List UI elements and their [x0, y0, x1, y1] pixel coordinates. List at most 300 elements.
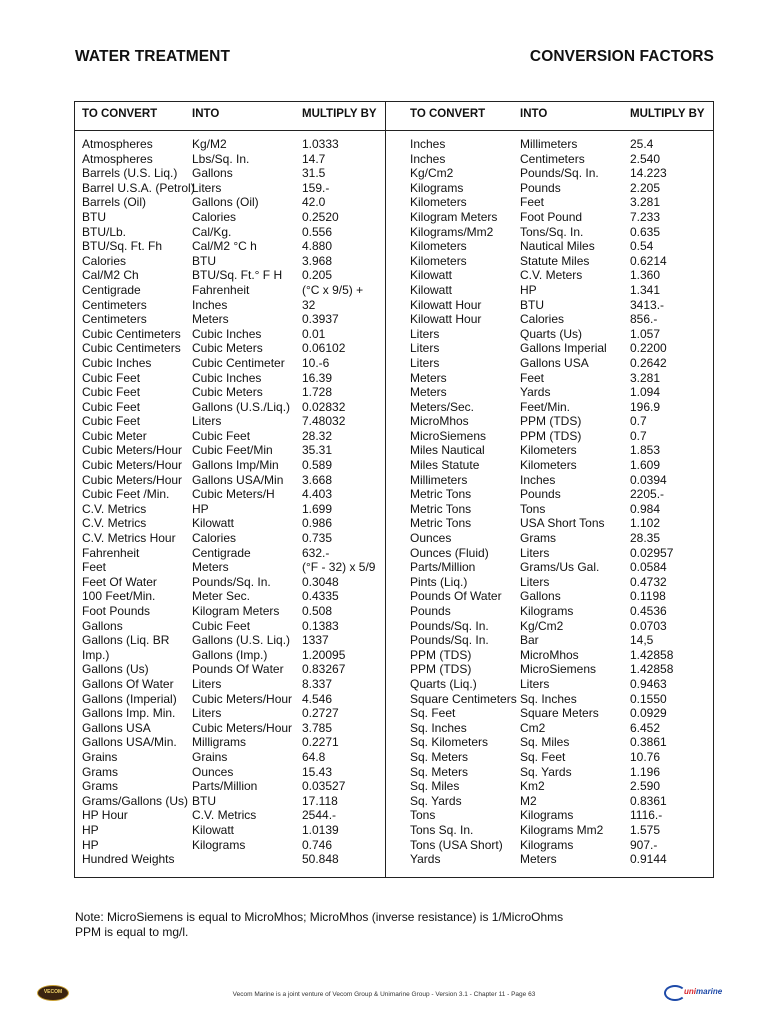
cell-to-convert: Inches [410, 137, 446, 151]
page-title: WATER TREATMENT [75, 48, 231, 65]
cell-into: Cubic Meters [192, 385, 263, 400]
cell-into: Meters [192, 312, 229, 327]
cell-into: Gallons USA [520, 355, 589, 370]
cell-to-convert: Grams/Gallons (Us) [82, 793, 189, 808]
col-header-to-convert: TO CONVERT [82, 108, 158, 120]
cell-to-convert: Foot Pounds [82, 604, 151, 618]
cell-into: Kilograms Mm2 [520, 822, 604, 837]
cell-to-convert: Cubic Meters/Hour [82, 472, 183, 487]
cell-to-convert: Sq. Kilometers [410, 735, 489, 750]
cell-multiply-by: 0.4732 [630, 574, 667, 589]
cell-into: Cubic Meters/H [192, 487, 275, 502]
cell-multiply-by: 1.575 [630, 822, 661, 837]
cell-multiply-by: 0.2200 [630, 341, 667, 356]
cell-into: Liters [520, 574, 550, 589]
cell-into: Kilometers [520, 458, 577, 473]
swoosh-icon [664, 985, 686, 1001]
cell-into: Pounds/Sq. In. [520, 166, 599, 181]
cell-multiply-by: 0.8361 [630, 793, 667, 808]
cell-multiply-by: 10.76 [630, 749, 661, 764]
cell-into: Gallons [520, 589, 561, 604]
cell-into: USA Short Tons [520, 516, 605, 531]
cell-into: M2 [520, 793, 537, 808]
cell-into: Kilograms [192, 837, 246, 852]
cell-to-convert: Barrels (U.S. Liq.) [82, 166, 178, 181]
column-divider [385, 102, 386, 877]
cell-into: Tons [520, 501, 546, 516]
cell-to-convert: Feet Of Water [82, 574, 157, 589]
cell-multiply-by: 50.848 [302, 852, 339, 867]
cell-to-convert: Grams [82, 779, 118, 794]
cell-into: Cubic Meters/Hour [192, 720, 293, 735]
cell-multiply-by: 0.4536 [630, 604, 667, 618]
cell-into: Cubic Meters [192, 341, 263, 356]
cell-to-convert: MicroMhos [410, 414, 469, 429]
cell-to-convert: Cubic Centimeters [82, 341, 181, 356]
cell-to-convert: Tons Sq. In. [410, 822, 474, 837]
cell-multiply-by: 0.02957 [630, 545, 674, 560]
cell-to-convert: Metric Tons [410, 516, 472, 531]
cell-multiply-by: 1.341 [630, 282, 661, 297]
cell-multiply-by: 0.0394 [630, 472, 667, 487]
cell-into: Kilowatt [192, 822, 235, 837]
cell-to-convert: Parts/Million [410, 560, 476, 575]
cell-multiply-by: 1.094 [630, 385, 661, 400]
cell-multiply-by: 14,5 [630, 633, 654, 648]
cell-multiply-by: 1.102 [630, 516, 661, 531]
cell-multiply-by: 3413.- [630, 297, 665, 312]
cell-into: Pounds [520, 180, 561, 195]
cell-to-convert: C.V. Metrics [82, 501, 147, 516]
cell-multiply-by: 1.853 [630, 443, 661, 458]
cell-into: Gallons (U.S. Liq.) [192, 633, 291, 648]
cell-into: Meters [520, 852, 557, 867]
cell-to-convert: Kilometers [410, 239, 467, 254]
cell-to-convert: Barrel U.S.A. (Petrol) [82, 180, 195, 195]
cell-into: Kg/Cm2 [520, 618, 564, 633]
cell-into: Gallons Imperial [520, 341, 607, 356]
cell-to-convert: Sq. Feet [410, 706, 456, 721]
cell-into: Calories [192, 531, 237, 546]
cell-to-convert: Cubic Feet [82, 414, 141, 429]
cell-into: Grams/Us Gal. [520, 560, 600, 575]
cell-into: Inches [520, 472, 556, 487]
cell-into: Nautical Miles [520, 239, 595, 254]
cell-to-convert: Meters [410, 385, 447, 400]
cell-into: HP [520, 282, 537, 297]
cell-into: C.V. Meters [520, 268, 583, 283]
cell-to-convert: Gallons Imp. Min. [82, 706, 176, 721]
cell-multiply-by: 7.233 [630, 209, 661, 224]
cell-multiply-by: 0.508 [302, 604, 333, 618]
cell-to-convert: Gallons [82, 618, 123, 633]
cell-into: Gallons (U.S./Liq.) [192, 399, 291, 414]
cell-multiply-by: 0.556 [302, 224, 333, 239]
cell-to-convert: BTU/Lb. [82, 224, 127, 239]
cell-to-convert: Sq. Yards [410, 793, 462, 808]
cell-to-convert: Meters/Sec. [410, 399, 475, 414]
cell-multiply-by: 1.0139 [302, 822, 339, 837]
cell-multiply-by: 1116.- [630, 808, 663, 823]
cell-to-convert: Inches [410, 151, 446, 166]
cell-multiply-by: 159.- [302, 180, 330, 195]
cell-multiply-by: 1.057 [630, 326, 661, 341]
cell-multiply-by: 28.32 [302, 428, 333, 443]
cell-to-convert: C.V. Metrics Hour [82, 531, 176, 546]
cell-into: Cubic Inches [192, 326, 262, 341]
cell-into: BTU [192, 793, 216, 808]
cell-into: Gallons Imp/Min [192, 458, 279, 473]
cell-into: Cm2 [520, 720, 546, 735]
cell-multiply-by: 0.83267 [302, 662, 346, 677]
cell-multiply-by: 28.35 [630, 531, 661, 546]
cell-multiply-by: 35.31 [302, 443, 333, 458]
cell-into: Kilograms [520, 604, 574, 618]
cell-to-convert: Metric Tons [410, 501, 472, 516]
cell-to-convert: Kilograms/Mm2 [410, 224, 494, 239]
cell-to-convert: Kilowatt [410, 282, 453, 297]
cell-multiply-by: 1.196 [630, 764, 661, 779]
cell-multiply-by: 2205.- [630, 487, 665, 502]
cell-to-convert: Pounds [410, 604, 451, 618]
cell-into: Milligrams [192, 735, 246, 750]
cell-multiply-by: 0.1198 [630, 589, 666, 604]
cell-into: Feet [520, 370, 545, 385]
cell-to-convert: Gallons Of Water [82, 676, 174, 691]
cell-multiply-by: 2544.- [302, 808, 337, 823]
cell-into: Pounds [520, 487, 561, 502]
cell-to-convert: C.V. Metrics [82, 516, 147, 531]
cell-into: Sq. Yards [520, 764, 572, 779]
header-divider [75, 130, 713, 131]
section-title: CONVERSION FACTORS [529, 48, 714, 65]
cell-multiply-by: 0.589 [302, 458, 333, 473]
cell-multiply-by: 0.986 [302, 516, 333, 531]
cell-to-convert: Miles Statute [410, 458, 480, 473]
unimarine-wordmark: unimarine [684, 987, 723, 996]
cell-to-convert: Kilowatt [410, 268, 453, 283]
cell-into: PPM (TDS) [520, 428, 582, 443]
cell-into: Sq. Feet [520, 749, 566, 764]
cell-multiply-by: 32 [302, 297, 316, 312]
col-header-into: INTO [520, 108, 548, 120]
cell-into: Gallons (Oil) [192, 195, 259, 210]
cell-to-convert: Centimeters [82, 312, 147, 327]
cell-multiply-by: 14.7 [302, 151, 326, 166]
cell-multiply-by: 0.1550 [630, 691, 667, 706]
cell-multiply-by: 0.635 [630, 224, 661, 239]
cell-into: Cubic Inches [192, 370, 262, 385]
cell-into: Km2 [520, 779, 545, 794]
cell-into: Kilograms [520, 808, 574, 823]
cell-multiply-by: 0.01 [302, 326, 326, 341]
cell-multiply-by: 3.281 [630, 370, 661, 385]
col-header-to-convert: TO CONVERT [410, 108, 486, 120]
cell-into: Tons/Sq. In. [520, 224, 584, 239]
cell-multiply-by: 0.1383 [302, 618, 339, 633]
cell-multiply-by: 1.728 [302, 385, 333, 400]
col-header-multiply-by: MULTIPLY BY [302, 108, 377, 120]
cell-into: Kilogram Meters [192, 604, 280, 618]
cell-to-convert: Atmospheres [82, 151, 153, 166]
cell-to-convert: 100 Feet/Min. [82, 589, 156, 604]
cell-into: MicroMhos [520, 647, 579, 662]
cell-into: Pounds/Sq. In. [192, 574, 271, 589]
cell-multiply-by: 0.3048 [302, 574, 339, 589]
cell-multiply-by: 42.0 [302, 195, 326, 210]
cell-multiply-by: 196.9 [630, 399, 661, 414]
col-header-multiply-by: MULTIPLY BY [630, 108, 705, 120]
cell-into: Liters [520, 676, 550, 691]
cell-multiply-by: 0.746 [302, 837, 333, 852]
cell-multiply-by: 0.735 [302, 531, 333, 546]
cell-multiply-by: 0.0703 [630, 618, 667, 633]
cell-to-convert: Cubic Meters/Hour [82, 458, 183, 473]
footnote [75, 910, 563, 940]
cell-multiply-by: 0.2727 [302, 706, 339, 721]
col-header-into: INTO [192, 108, 220, 120]
cell-to-convert: Sq. Meters [410, 764, 469, 779]
cell-into: Parts/Million [192, 779, 258, 794]
cell-into: Gallons (Imp.) [192, 647, 268, 662]
cell-to-convert: Grains [82, 749, 118, 764]
cell-multiply-by: 3.668 [302, 472, 333, 487]
cell-into: Kilograms [520, 837, 574, 852]
cell-multiply-by: 1.360 [630, 268, 661, 283]
cell-to-convert: Kilometers [410, 253, 467, 268]
cell-multiply-by: 25.4 [630, 137, 654, 151]
cell-multiply-by: 2.205 [630, 180, 661, 195]
cell-multiply-by: 3.281 [630, 195, 661, 210]
cell-to-convert: Ounces [410, 531, 452, 546]
cell-to-convert: Kg/Cm2 [410, 166, 454, 181]
cell-multiply-by: 0.03527 [302, 779, 346, 794]
cell-to-convert: Cubic Centimeters [82, 326, 181, 341]
cell-into: Centimeters [520, 151, 585, 166]
cell-to-convert: Fahrenheit [82, 545, 140, 560]
cell-into: Cubic Feet [192, 618, 251, 633]
cell-into: Cubic Feet/Min [192, 443, 273, 458]
cell-to-convert: Hundred Weights [82, 852, 175, 867]
cell-into: Cubic Meters/Hour [192, 691, 293, 706]
cell-to-convert: Sq. Inches [410, 720, 467, 735]
cell-to-convert: Gallons (Us) [82, 662, 149, 677]
cell-multiply-by: 0.7 [630, 414, 647, 429]
cell-into: Calories [192, 209, 237, 224]
cell-multiply-by: 3.968 [302, 253, 333, 268]
cell-into: Inches [192, 297, 228, 312]
cell-to-convert: Pounds/Sq. In. [410, 618, 489, 633]
cell-multiply-by: 0.7 [630, 428, 647, 443]
cell-multiply-by: 0.3937 [302, 312, 339, 327]
page-footer: Vecom Marine is a joint venture of Vecom Group & Unimarine Group - Version 3.1 - Chapter 11 - Page 63 [232, 991, 536, 998]
cell-to-convert: Cubic Feet [82, 385, 141, 400]
cell-into: Gallons [192, 166, 233, 181]
cell-multiply-by: 0.0584 [630, 560, 667, 575]
cell-to-convert: HP [82, 837, 99, 852]
cell-to-convert: Tons (USA Short) [410, 837, 503, 852]
cell-multiply-by: 8.337 [302, 676, 333, 691]
cell-into: Millimeters [520, 137, 578, 151]
cell-multiply-by: 1.20095 [302, 647, 346, 662]
cell-to-convert: Yards [410, 852, 441, 867]
cell-multiply-by: 17.118 [302, 793, 338, 808]
cell-to-convert: Kilograms [410, 180, 464, 195]
cell-to-convert: Kilogram Meters [410, 209, 498, 224]
cell-multiply-by: 4.403 [302, 487, 333, 502]
cell-to-convert: Pounds Of Water [410, 589, 502, 604]
cell-to-convert: Cubic Feet /Min. [82, 487, 170, 502]
cell-multiply-by: 16.39 [302, 370, 333, 385]
cell-multiply-by: 0.2271 [302, 735, 339, 750]
cell-into: Liters [192, 180, 222, 195]
cell-to-convert: Sq. Meters [410, 749, 469, 764]
cell-multiply-by: 10.-6 [302, 355, 330, 370]
cell-into: PPM (TDS) [520, 414, 582, 429]
cell-to-convert: Imp.) [82, 647, 110, 662]
cell-into: Bar [520, 633, 539, 648]
vecom-logo: VECOM [37, 985, 69, 1001]
cell-into: Liters [192, 706, 222, 721]
cell-into: Cubic Feet [192, 428, 251, 443]
cell-to-convert: Gallons USA/Min. [82, 735, 177, 750]
cell-multiply-by: 0.3861 [630, 735, 667, 750]
cell-to-convert: Liters [410, 341, 440, 356]
cell-multiply-by: 856.- [630, 312, 658, 327]
cell-multiply-by: 1.0333 [302, 137, 339, 151]
cell-multiply-by: 0.4335 [302, 589, 339, 604]
cell-to-convert: Cubic Feet [82, 370, 141, 385]
cell-multiply-by: 2.540 [630, 151, 661, 166]
cell-multiply-by: 1337 [302, 633, 329, 648]
cell-into: Grams [520, 531, 556, 546]
cell-multiply-by: 632.- [302, 545, 330, 560]
cell-to-convert: MicroSiemens [410, 428, 487, 443]
cell-into: Liters [192, 676, 222, 691]
cell-to-convert: Pints (Liq.) [410, 574, 468, 589]
cell-into: BTU [192, 253, 216, 268]
cell-into: Kilometers [520, 443, 577, 458]
cell-multiply-by: 64.8 [302, 749, 326, 764]
cell-into: HP [192, 501, 209, 516]
cell-multiply-by: 0.06102 [302, 341, 346, 356]
cell-multiply-by: 0.0929 [630, 706, 667, 721]
cell-into: Grains [192, 749, 228, 764]
cell-into: Square Meters [520, 706, 599, 721]
cell-into: BTU [520, 297, 544, 312]
cell-into: Cal/Kg. [192, 224, 232, 239]
cell-multiply-by: 1.42858 [630, 647, 674, 662]
cell-to-convert: Gallons USA [82, 720, 151, 735]
cell-multiply-by: 2.590 [630, 779, 661, 794]
cell-multiply-by: 1.42858 [630, 662, 674, 677]
cell-to-convert: Millimeters [410, 472, 468, 487]
cell-to-convert: Pounds/Sq. In. [410, 633, 489, 648]
cell-to-convert: Sq. Miles [410, 779, 460, 794]
cell-to-convert: Tons [410, 808, 436, 823]
cell-to-convert: BTU/Sq. Ft. Fh [82, 239, 163, 254]
cell-multiply-by: 0.2520 [302, 209, 339, 224]
cell-multiply-by: 1.609 [630, 458, 661, 473]
cell-into: Ounces [192, 764, 234, 779]
cell-to-convert: Cubic Meters/Hour [82, 443, 183, 458]
cell-into: Centigrade [192, 545, 251, 560]
cell-to-convert: Square Centimeters [410, 691, 517, 706]
conversion-table [74, 101, 714, 878]
cell-multiply-by: 0.205 [302, 268, 333, 283]
cell-multiply-by: 6.452 [630, 720, 661, 735]
cell-multiply-by: (°F - 32) x 5/9 [302, 560, 376, 575]
cell-to-convert: Liters [410, 355, 440, 370]
cell-into: MicroSiemens [520, 662, 597, 677]
cell-to-convert: Cubic Feet [82, 399, 141, 414]
cell-into: Calories [520, 312, 565, 327]
cell-into: BTU/Sq. Ft.° F H [192, 268, 283, 283]
cell-to-convert: Atmospheres [82, 137, 153, 151]
cell-multiply-by: 15.43 [302, 764, 333, 779]
cell-to-convert: Gallons (Liq. BR [82, 633, 170, 648]
cell-to-convert: Cal/M2 Ch [82, 268, 139, 283]
footnote-line-2: PPM is equal to mg/l. [75, 925, 189, 939]
cell-into: Kg/M2 [192, 137, 227, 151]
cell-to-convert: HP [82, 822, 99, 837]
cell-multiply-by: 907.- [630, 837, 658, 852]
cell-into: Liters [192, 414, 222, 429]
cell-multiply-by: 0.2642 [630, 355, 667, 370]
cell-into: Pounds Of Water [192, 662, 284, 677]
cell-multiply-by: 0.6214 [630, 253, 667, 268]
unimarine-logo [664, 983, 728, 1003]
cell-into: Meter Sec. [192, 589, 251, 604]
cell-to-convert: Feet [82, 560, 107, 575]
cell-into: Quarts (Us) [520, 326, 583, 341]
cell-to-convert: BTU [82, 209, 106, 224]
cell-into: Sq. Miles [520, 735, 570, 750]
cell-to-convert: Ounces (Fluid) [410, 545, 489, 560]
cell-into: Gallons USA/Min [192, 472, 284, 487]
cell-into: Yards [520, 385, 551, 400]
cell-multiply-by: 0.9463 [630, 676, 667, 691]
cell-multiply-by: (°C x 9/5) + [302, 282, 364, 297]
cell-multiply-by: 4.546 [302, 691, 333, 706]
cell-into: Liters [520, 545, 550, 560]
cell-to-convert: Gallons (Imperial) [82, 691, 177, 706]
cell-to-convert: Cubic Inches [82, 355, 152, 370]
cell-into: Fahrenheit [192, 282, 250, 297]
footnote-line-1: Note: MicroSiemens is equal to MicroMhos; MicroMhos (inverse resistance) is 1/MicroOhms [75, 910, 564, 924]
cell-to-convert: Kilometers [410, 195, 467, 210]
cell-to-convert: Quarts (Liq.) [410, 676, 477, 691]
cell-into: Feet [520, 195, 545, 210]
cell-into: Kilowatt [192, 516, 235, 531]
cell-multiply-by: 0.54 [630, 239, 654, 254]
cell-into: Feet/Min. [520, 399, 571, 414]
cell-into: Cubic Centimeter [192, 355, 285, 370]
cell-into: Statute Miles [520, 253, 590, 268]
cell-multiply-by: 1.699 [302, 501, 333, 516]
cell-to-convert: Kilowatt Hour [410, 312, 482, 327]
cell-multiply-by: 14.223 [630, 166, 667, 181]
cell-to-convert: PPM (TDS) [410, 647, 472, 662]
cell-to-convert: Meters [410, 370, 447, 385]
cell-multiply-by: 31.5 [302, 166, 326, 181]
cell-into: Lbs/Sq. In. [192, 151, 250, 166]
cell-to-convert: Grams [82, 764, 118, 779]
cell-to-convert: Liters [410, 326, 440, 341]
cell-to-convert: Miles Nautical [410, 443, 485, 458]
cell-to-convert: Centimeters [82, 297, 147, 312]
cell-to-convert: Centigrade [82, 282, 141, 297]
